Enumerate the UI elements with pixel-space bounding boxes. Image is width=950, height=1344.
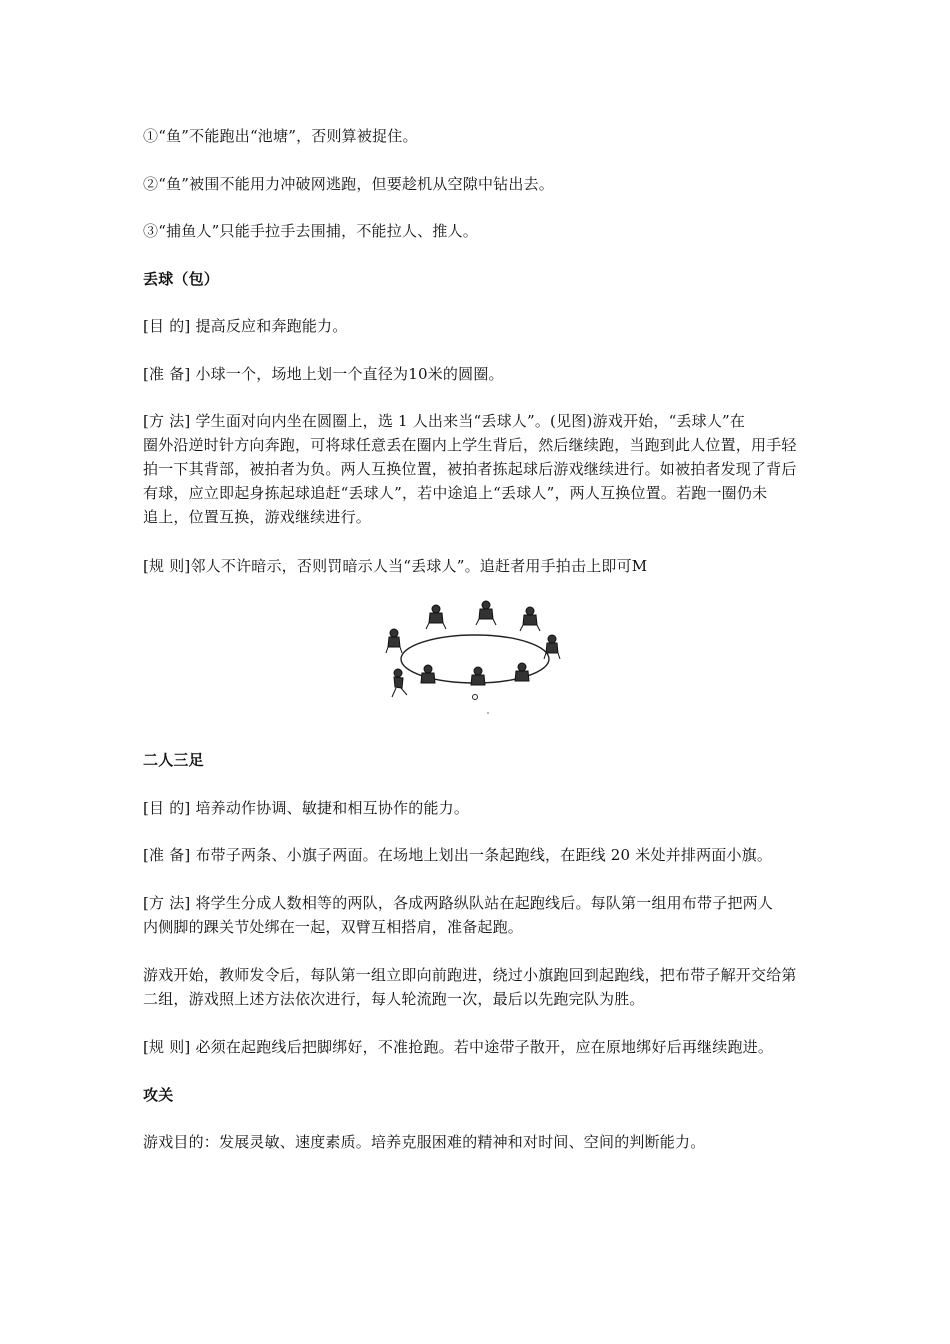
drop-ball-purpose: [目 的] 提高反应和奔跑能力。	[143, 317, 348, 335]
drop-ball-method-line: [方 法] 学生面对向内坐在圆圈上，选 1 人出来当“丢球人”。(见图)游戏开始，“丢球人”在	[143, 412, 746, 430]
student-figure	[426, 605, 446, 629]
three-legs-heading: 二人三足	[143, 751, 204, 769]
drop-ball-method-line: 追上，位置互换，游戏继续进行。	[143, 508, 372, 526]
pass-gate-heading: 攻关	[143, 1086, 174, 1104]
ball	[473, 695, 478, 700]
fishing-rule-1: ①“鱼”不能跑出“池塘”，否则算被捉住。	[143, 127, 418, 145]
drop-ball-illustration	[380, 597, 570, 719]
student-figure	[471, 667, 485, 685]
drop-ball-method-line: 有球，应立即起身拣起球追赶“丢球人”，若中途追上“丢球人”，两人互换位置。若跑一圈仍未	[143, 484, 768, 502]
drop-ball-prep: [准 备] 小球一个，场地上划一个直径为10米的圆圈。	[143, 365, 504, 383]
student-figure	[421, 665, 435, 683]
pass-gate-purpose: 游戏目的：发展灵敏、速度素质。培养克服困难的精神和对时间、空间的判断能力。	[143, 1133, 706, 1151]
student-figure	[520, 607, 540, 631]
three-legs-method-line: [方 法] 将学生分成人数相等的两队，各成两路纵队站在起跑线后。每队第一组用布带子把两人	[143, 894, 774, 912]
drop-ball-heading: 丢球（包）	[143, 270, 220, 288]
student-figure	[544, 635, 560, 659]
drop-ball-method-line: 拍一下其背部，被拍者为负。两人互换位置，被拍者拣起球后游戏继续进行。如被拍者发现了背后	[143, 460, 797, 478]
three-legs-method-line: 内侧脚的踝关节处绑在一起，双臂互相搭肩，准备起跑。	[143, 918, 524, 936]
three-legs-prep: [准 备] 布带子两条、小旗子两面。在场地上划出一条起跑线，在距线 20 米处并排两面小旗。	[143, 846, 773, 864]
three-legs-purpose: [目 的] 培养动作协调、敏捷和相互协作的能力。	[143, 799, 470, 817]
runner-figure	[392, 669, 407, 697]
three-legs-play-line: 游戏开始，教师发令后，每队第一组立即向前跑进，绕过小旗跑回到起跑线，把布带子解开交给第	[143, 966, 797, 984]
student-figure	[515, 663, 529, 681]
three-legs-rules: [规 则] 必须在起跑线后把脚绑好，不准抢跑。若中途带子散开，应在原地绑好后再继续跑进。	[143, 1038, 774, 1056]
fishing-rule-2: ②“鱼”被围不能用力冲破网逃跑，但要趁机从空隙中钻出去。	[143, 175, 554, 193]
three-legs-play-line: 二组，游戏照上述方法依次进行，每人轮流跑一次，最后以先跑完队为胜。	[143, 990, 645, 1008]
drop-ball-method-line: 圈外沿逆时针方向奔跑，可将球任意丢在圈内上学生背后，然后继续跑，当跑到此人位置，用手轻	[143, 436, 797, 454]
student-figure	[476, 601, 496, 625]
fishing-rule-3: ③“捕鱼人”只能手拉手去围捕，不能拉人、推人。	[143, 222, 478, 240]
drop-ball-rules: [规 则]邻人不许暗示，否则罚暗示人当“丢球人”。追赶者用手拍击上即可M	[143, 557, 648, 575]
student-figure	[386, 629, 402, 653]
speck	[487, 712, 489, 714]
